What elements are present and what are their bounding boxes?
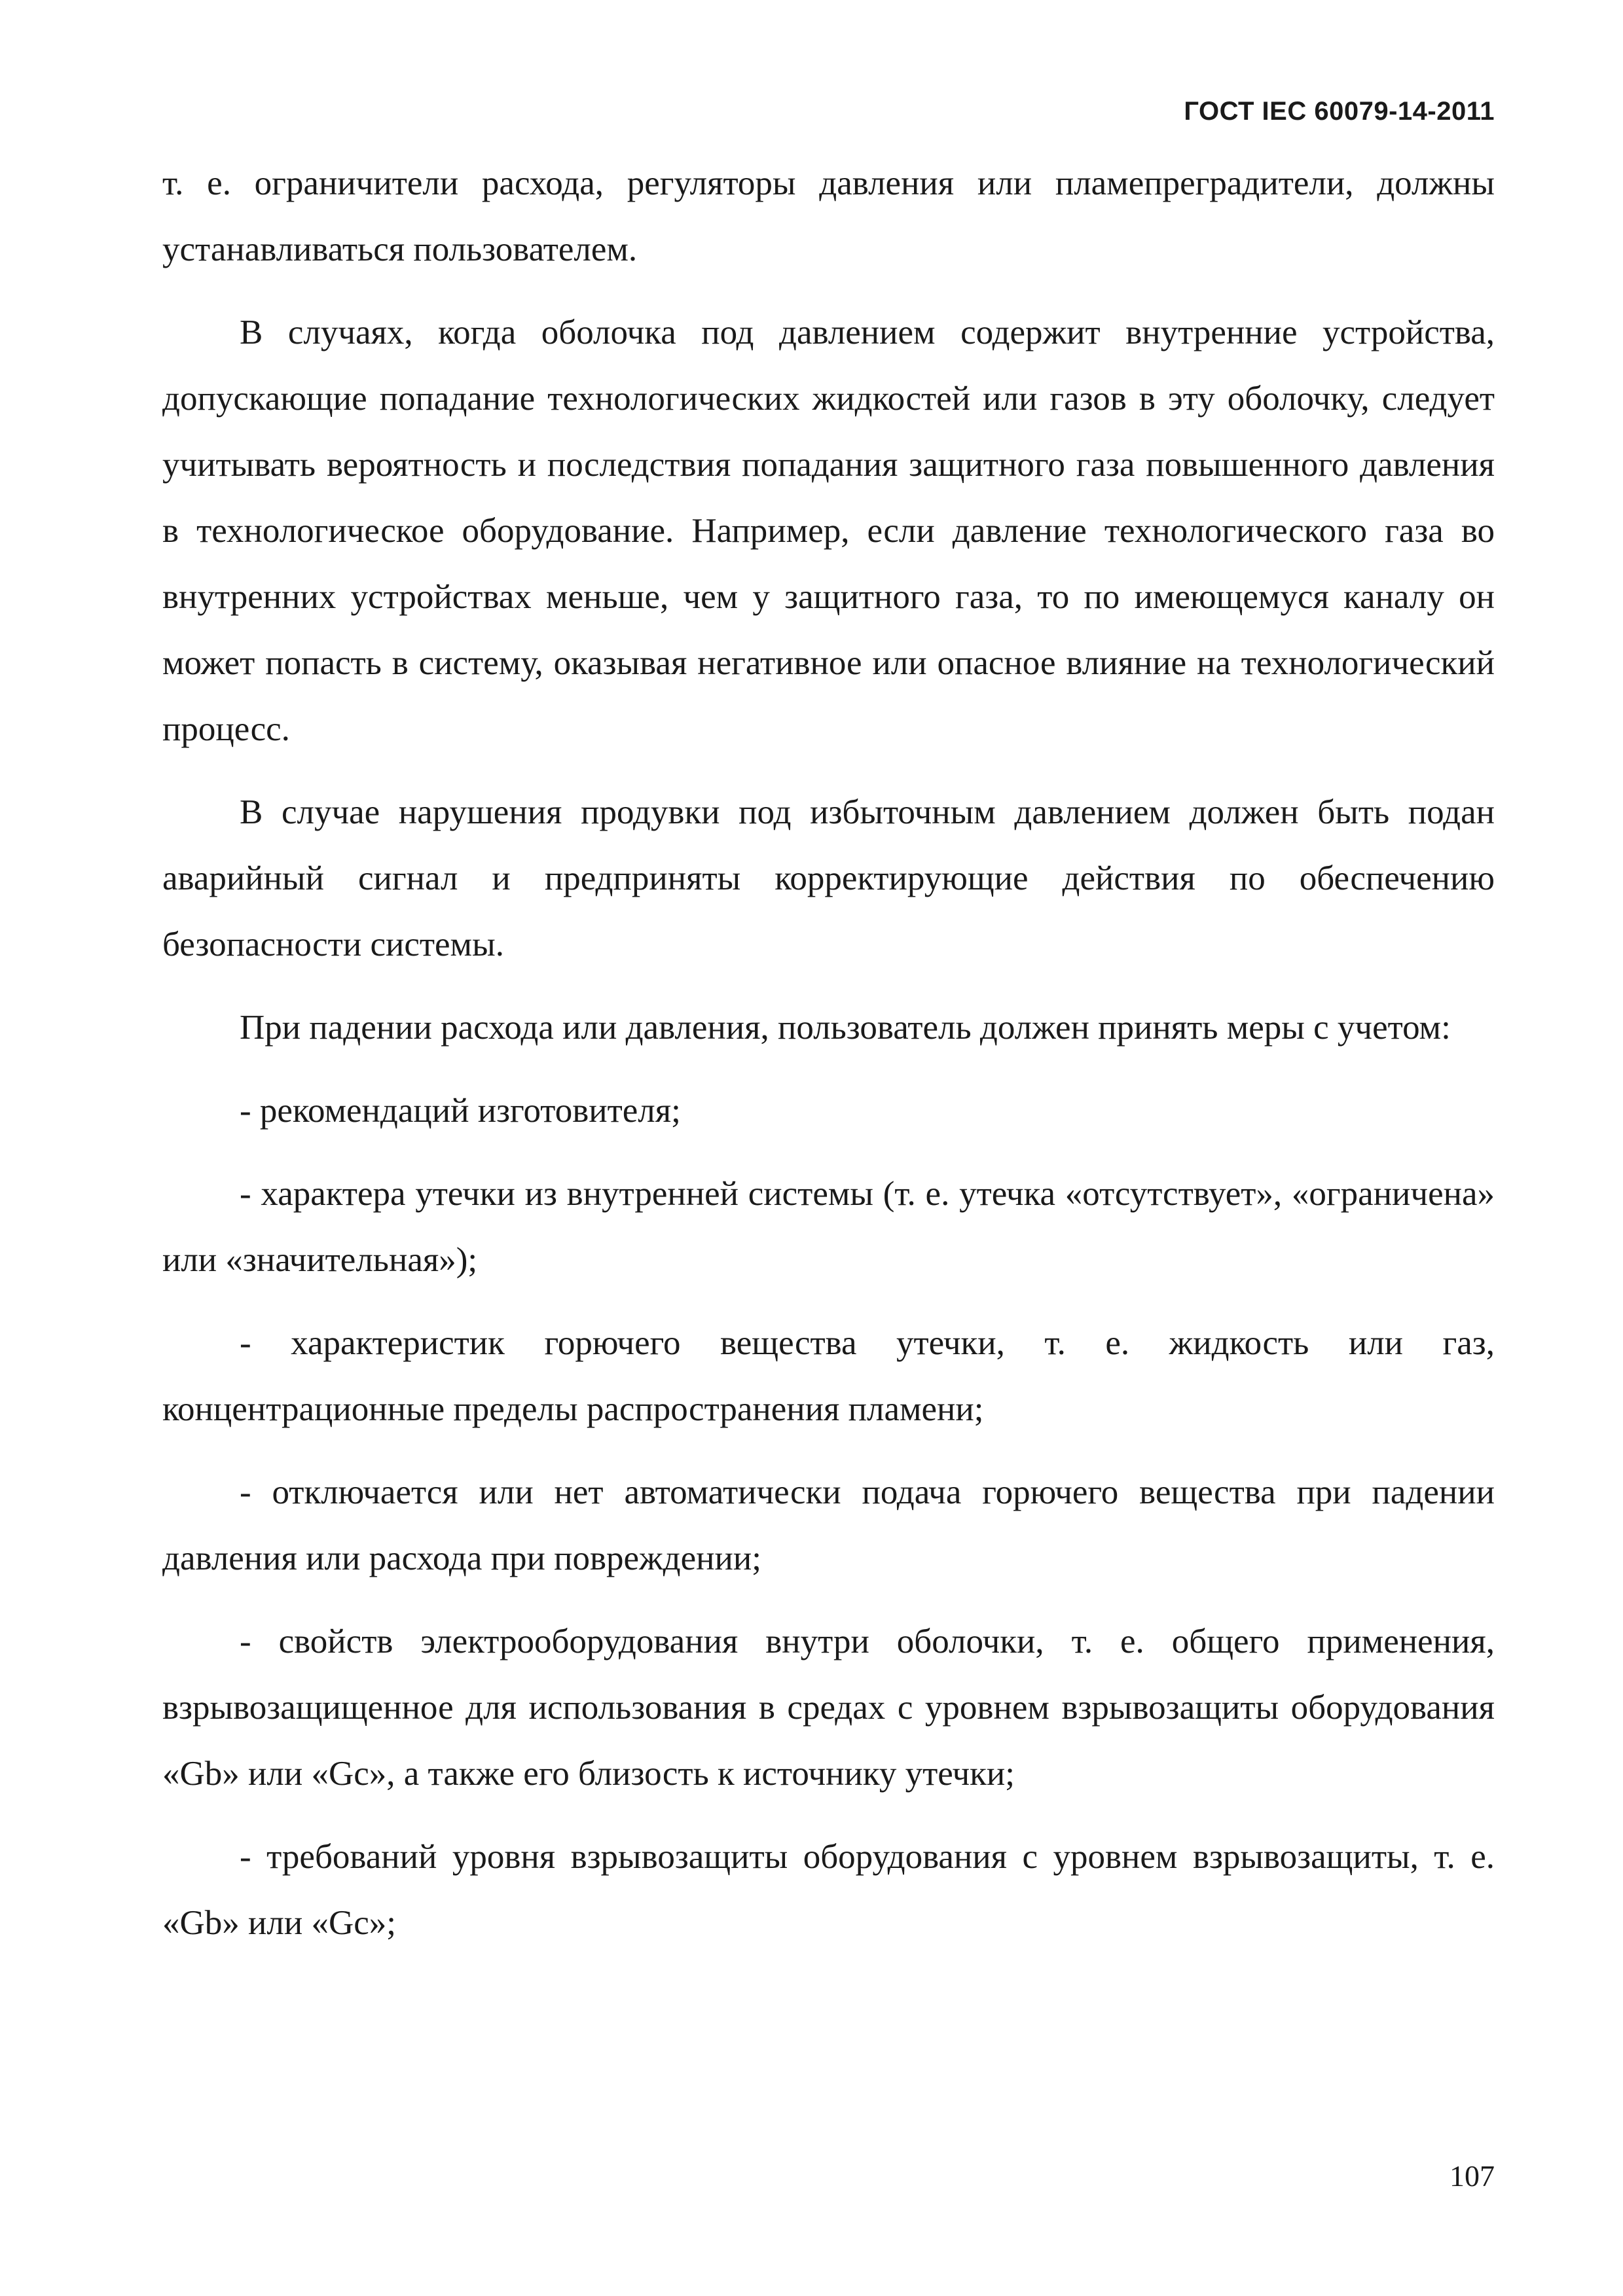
list-item: - свойств электрооборудования внутри оболочки, т. е. общего применения, взрывозащищенное для использования в средах с уровнем взрывозащиты оборудования «Gb» или «Gc», а также его близость к источнику утечки; — [162, 1623, 1495, 1793]
list-item: - характера утечки из внутренней системы (т. е. утечка «отсутствует», «ограничена» или «значительная»); — [162, 1175, 1495, 1279]
document-code-header: ГОСТ IEC 60079-14-2011 — [1184, 97, 1495, 126]
paragraph-measures-intro: При падении расхода или давления, пользователь должен принять меры с учетом: — [240, 1009, 1451, 1047]
paragraph-continuation: т. е. ограничители расхода, регуляторы давления или пламепреградители, должны устанавливаться пользователем. — [162, 164, 1495, 268]
page-number: 107 — [1450, 2159, 1495, 2193]
list-item: - характеристик горючего вещества утечки, т. е. жидкость или газ, концентрационные пределы распространения пламени; — [162, 1324, 1495, 1428]
list-item: - отключается или нет автоматически подача горючего вещества при падении давления или расхода при повреждении; — [162, 1473, 1495, 1577]
list-item: - требований уровня взрывозащиты оборудования с уровнем взрывозащиты, т. е. «Gb» или «Gc»; — [162, 1838, 1495, 1942]
document-body — [162, 151, 1495, 1973]
paragraph-purge-failure: В случае нарушения продувки под избыточным давлением должен быть подан аварийный сигнал и предприняты корректирующие действия по обеспечению безопасности системы. — [162, 793, 1495, 963]
paragraph-internal-devices: В случаях, когда оболочка под давлением содержит внутренние устройства, допускающие попадание технологических жидкостей или газов в эту оболочку, следует учитывать вероятность и последствия попадания защитного газа повышенного давления в технологическое оборудование. Например, если давление технологического газа во внутренних устройствах меньше, чем у защитного газа, то по имеющемуся каналу он может попасть в систему, оказывая негативное или опасное влияние на технологический процесс. — [162, 314, 1495, 748]
list-item: - рекомендаций изготовителя; — [240, 1092, 681, 1130]
